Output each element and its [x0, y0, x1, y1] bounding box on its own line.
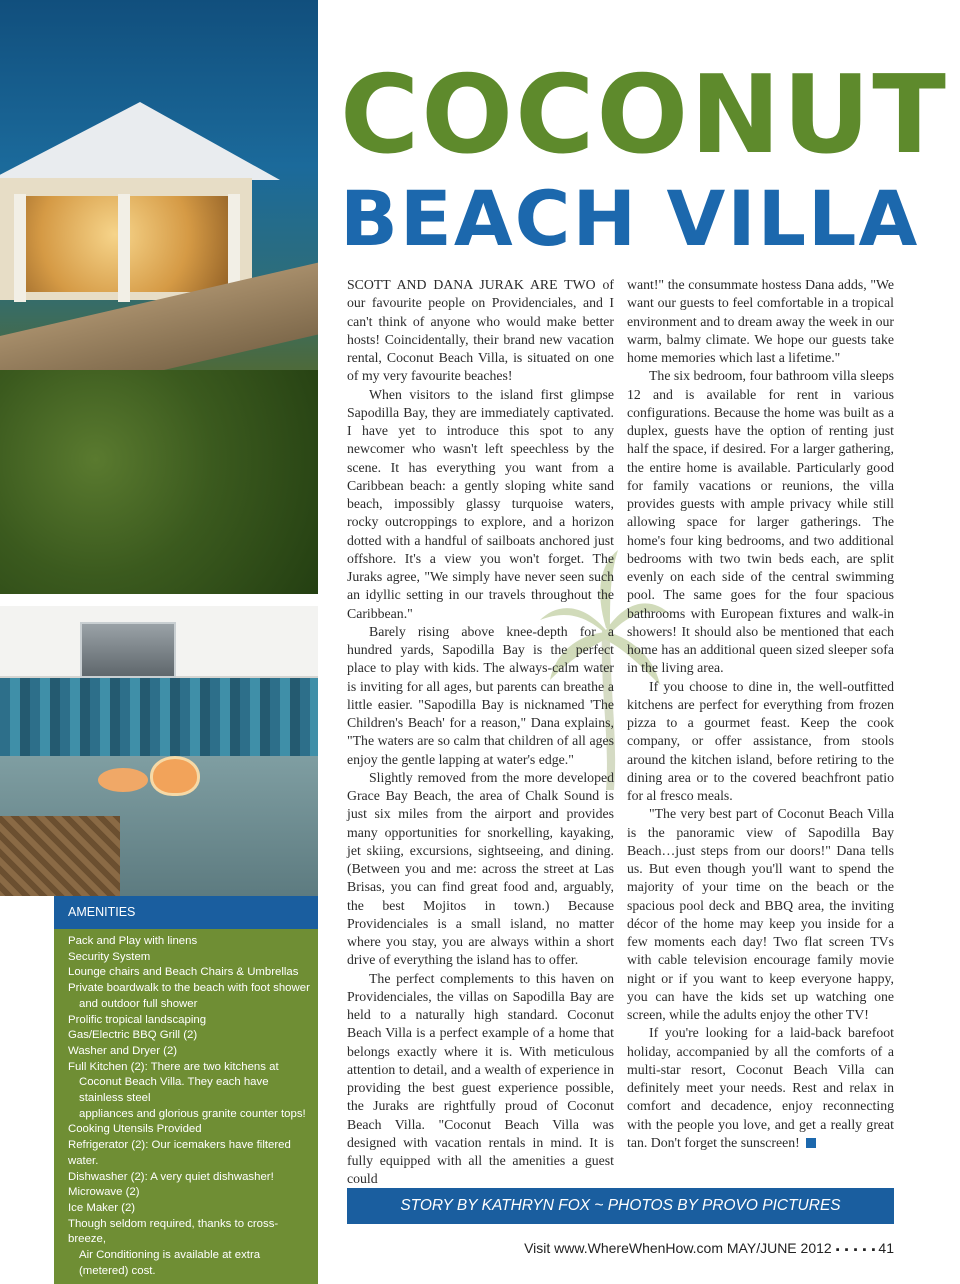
amenity-text: Security System — [68, 950, 151, 963]
amenity-text: Prolific tropical landscaping — [68, 1013, 207, 1026]
amenity-item — [68, 1138, 312, 1169]
amenity-text: Ice Maker (2) — [68, 1201, 136, 1214]
amenity-text: Private boardwalk to the beach with foot shower — [68, 982, 310, 995]
article-paragraph: Slightly removed from the more developed Grace Bay Beach, the area of Chalk Sound is just six miles from the airport and provides many opportunities for snorkelling, kayaking, jet skiing, excursions, sightseeing, and dining. (Between you and me: across the street at Las Brisas, you can find great food and, arguably, the best Mojitos in town.) Because Providenciales is a small island, no matter where you stay, you are always within a short drive of everything the island has to offer. — [347, 769, 614, 968]
amenity-text: Dishwasher (2): A very quiet dishwasher! — [68, 1170, 274, 1183]
amenity-text: Microwave (2) — [68, 1186, 140, 1199]
amenity-item — [68, 950, 312, 966]
amenity-text: appliances and glorious granite counter tops! — [79, 1107, 306, 1120]
amenity-item — [68, 981, 312, 1012]
amenity-item — [68, 1217, 312, 1280]
article-paragraph: If you're looking for a laid-back barefoot holiday, accompanied by all the comforts of a multi-star resort, Coconut Beach Villa can definitely meet your needs. Rest and relax in comfort and decadence, enjoy reconnecting with the people you love, and get a really great tan. Don't forget the sunscreen! — [627, 1025, 894, 1150]
article-paragraph: When visitors to the island first glimpse Sapodilla Bay, they are immediately captivated. I have yet to introduce this spot to any newcomer who wasn't left speechless by the scene. It has everything you want from a Caribbean beach: a gently sloping white sand beach, impossibly glassy turquoise waters, rocky outcroppings to explore, and a horizon dotted with a handful of sailboats anchored just offshore. It's a view you won't forget. The Juraks agree, "We simply have never seen such an idyllic setting in our travels throughout the Caribbean." — [347, 386, 614, 621]
amenity-item — [68, 1201, 312, 1217]
page-number: 41 — [878, 1240, 894, 1256]
article-paragraph: SCOTT AND DANA JURAK ARE TWO of our favourite people on Providenciales, and I can't think of anyone who would make better hosts! Coincidentally, their brand new vacation rental, Coconut Beach Villa, is situated on one of my very favourite beaches! — [347, 277, 614, 384]
amenity-text: Air Conditioning is available at extra (metered) cost. — [79, 1249, 261, 1277]
amenity-item — [68, 934, 312, 950]
villa-photo — [0, 0, 318, 594]
article-column-left — [347, 276, 614, 1189]
article-column-right — [627, 276, 894, 1152]
amenities-list — [54, 929, 318, 1279]
amenity-text: Washer and Dryer (2) — [68, 1044, 178, 1057]
article-paragraph: The perfect complements to this haven on Providenciales, the villas on Sapodilla Bay are held to a naturally high standard. Coconut Beach Villa is a perfect example of a home that belongs exactly where it is. With meticulous attention to detail, and a wealth of experience in providing the best guest experience possible, the Juraks are rightfully proud of Coconut Beach Villa. "Coconut Beach Villa was designed with vacation rentals in mind. It is fully equipped with all the amenities a guest could — [347, 970, 614, 1187]
amenity-text: Full Kitchen (2): There are two kitchens at — [68, 1060, 279, 1073]
amenity-item — [68, 1185, 312, 1201]
footer-text: Visit www.WhereWhenHow.com MAY/JUNE 2012 — [524, 1240, 832, 1256]
title-line-1: COCONUT — [340, 53, 948, 178]
amenity-item — [68, 965, 312, 981]
article-paragraph: Barely rising above knee-depth for a hundred yards, Sapodilla Bay is the perfect place to play with kids. The always-calm water is inviting for all ages, but parents can breathe a little easier. "Sapodilla Bay is nicknamed 'The Children's Beach' for a reason," Dana explains, "The waters are so calm that children of all ages enjoy the gentle lapping at water's edge." — [347, 623, 614, 767]
kitchen-photo — [0, 606, 318, 896]
amenities-heading: AMENITIES — [54, 896, 318, 929]
amenity-item — [68, 1028, 312, 1044]
amenity-item — [68, 1013, 312, 1029]
amenity-text: Coconut Beach Villa. They each have stainless steel — [79, 1076, 269, 1105]
end-mark-icon — [806, 1138, 816, 1148]
byline: STORY BY KATHRYN FOX ~ PHOTOS BY PROVO PICTURES — [347, 1188, 894, 1224]
page-footer — [524, 1240, 894, 1256]
amenity-item — [68, 1060, 312, 1123]
amenity-text: Gas/Electric BBQ Grill (2) — [68, 1029, 198, 1042]
amenity-text: Lounge chairs and Beach Chairs & Umbrellas — [68, 966, 299, 979]
amenity-item — [68, 1044, 312, 1060]
amenity-text: and outdoor full shower — [79, 997, 198, 1010]
amenity-text: Refrigerator (2): Our icemakers have filtered water. — [68, 1139, 291, 1167]
title-line-2: BEACH VILLA — [340, 174, 920, 263]
amenity-item — [68, 1170, 312, 1186]
amenity-text: Cooking Utensils Provided — [68, 1123, 202, 1136]
amenity-text: Though seldom required, thanks to cross-breeze, — [68, 1217, 279, 1246]
article-paragraph: If you choose to dine in, the well-outfitted kitchens are perfect for everything from frozen pizza to a gourmet feast. Keep the cook company, or offer assistance, from stools around the kitchen island, before retiring to the dining area or to the covered beachfront patio for al fresco meals. — [627, 678, 894, 803]
article-paragraph: "The very best part of Coconut Beach Villa is the panoramic view of Sapodilla Bay Beach…just steps from our doors!" Dana tells us. But even though you'll want to spend the majority of your time on the beach or the spacious pool deck and BBQ area, the inviting décor of the home may keep you inside for a few moments each day! Two flat screen TVs with cable television encourage family movie night or if you want to keep everyone happy, you can have the kids set up watching one screen, while the adults enjoy the other TV! — [627, 806, 894, 1022]
amenity-text: Pack and Play with linens — [68, 935, 198, 947]
amenities-box — [54, 896, 318, 1284]
article-paragraph: want!" the consummate hostess Dana adds, "We want our guests to feel comfortable in a tropical environment and to dream away the week in our warm, balmy climate. We hope our guests take home memories which last a lifetime." — [627, 277, 894, 365]
amenity-item — [68, 1122, 312, 1138]
article-paragraph: The six bedroom, four bathroom villa sleeps 12 and is available for rent in various configurations. Because the home was built as a duplex, guests have the option of renting just half the space, if desired. For a larger gathering, the entire home is available. Particularly good for family vacations or reunions, the villa provides guests with ample privacy while still allowing space for larger gatherings. The home's four king bedrooms, and two additional bedrooms with two twin beds each, are split evenly on each side of the central swimming pool. The same goes for the four spacious bathrooms with European fixtures and walk-in showers! It should also be mentioned that each home has an additional queen sized sleeper sofa in the living area. — [627, 368, 894, 676]
footer-dots: ▪ ▪ ▪ ▪ ▪ — [835, 1244, 877, 1256]
